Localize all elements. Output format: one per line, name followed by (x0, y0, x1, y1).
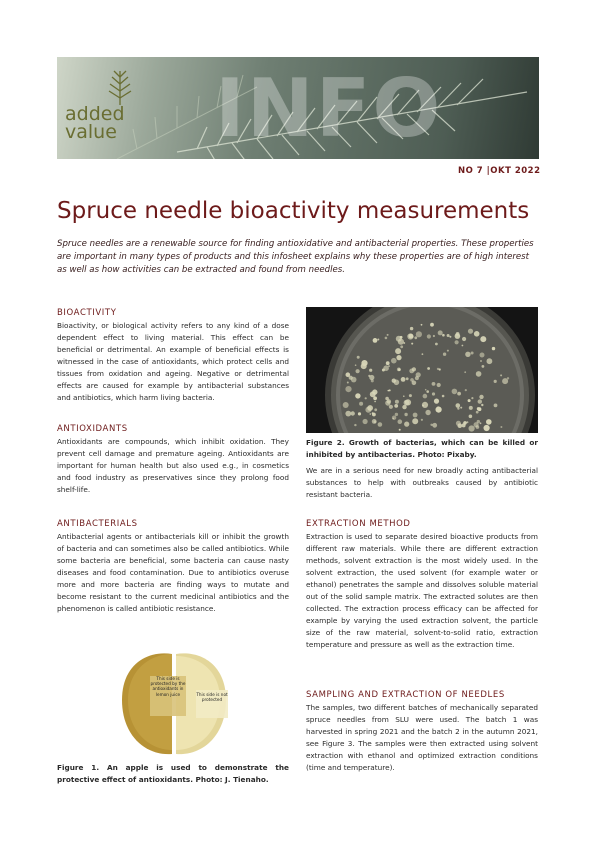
page-title: Spruce needle bioactivity measurements (57, 198, 530, 224)
figure1-caption: Figure 1. An apple is used to demonstrate the protective effect of antioxidants. Photo: J. Tienaho. (57, 763, 289, 784)
antibacterials-body: Antibacterial agents or antibacterials kill or inhibit the growth of bacteria and can sometimes also be called antibiotics. While some bacteria are beneficial, some bacteria can cause nasty diseases and food contamination. Due to antibiotics overuse more and more bacteria are finding ways to mutate and become resistant to the current medicinal antibiotics and the phenomenon is called antibiotic resistance. (57, 532, 289, 613)
antioxidants-heading: ANTIOXIDANTS (57, 424, 128, 434)
banner-word: INFO (215, 62, 443, 155)
figure1-caption-box (57, 762, 289, 786)
sampling-heading: SAMPLING AND EXTRACTION OF NEEDLES (306, 690, 505, 700)
petri-dish-image (306, 307, 538, 433)
antioxidants-body: Antioxidants are compounds, which inhibit oxidation. They prevent cell damage and premature ageing. Antioxidants are important for human health but also used e.g., in cosmetics and food industry as preservatives since they prolong food shelf-life. (57, 437, 289, 494)
logo-line1: added (65, 103, 125, 125)
apple-image (118, 650, 230, 757)
bioactivity-body: Bioactivity, or biological activity refers to any kind of a dose dependent effect to living material. This effect can be beneficial or detrimental. An example of beneficial effects is witnessed in the case of antioxidants, which protect cells and tissues from oxidation and ageing. Negative or detrimental effects are caused for example by antibacterial substances and antibiotics, which harm living bacteria. (57, 321, 289, 402)
figure2-caption: Figure 2. Growth of bacterias, which can be killed or inhibited by antibacterias. Photo: Pixaby. (306, 438, 538, 459)
extraction-body: Extraction is used to separate desired bioactive products from different raw materials. While there are different extraction methods, solvent extraction is the most widely used. In the solvent extraction, the used solvent (for example water or ethanol) penetrates the sample and dissolves soluble material out of the solid sample matrix. The extracted solutes are then collected. The extraction process efficacy can be affected for example by varying the used extraction solvent, the particle size of the raw material, solvent-to-solid ratio, extraction temperature and pressure as well as the extraction time. (306, 532, 538, 649)
apple-label-left: This side is protected by the antioxidants in lemon juice (150, 676, 186, 697)
sampling-body: The samples, two different batches of mechanically separated spruce needles from SLU were used. The batch 1 was harvested in spring 2021 and the batch 2 in the autumn 2021, see Figure 3. The samples were then extracted using solvent extraction with ethanol and optimized extraction conditions (time and temperature). (306, 703, 538, 772)
figure2-caption-box (306, 437, 538, 461)
logo (65, 105, 125, 141)
issue-number: NO 7 |OKT 2022 (458, 166, 541, 176)
antibacterials-heading: ANTIBACTERIALS (57, 519, 138, 529)
apple-figure (118, 650, 230, 757)
intro-paragraph: Spruce needles are a renewable source for finding antioxidative and antibacterial properties. These properties are important in many types of products and this infosheet explains why these properties are of high interest as well as how activities can be extracted and found from needles. (57, 239, 534, 275)
need-body: We are in a serious need for new broadly acting antibacterial substances to help with outbreaks caused by antibiotic resistant bacteria. (306, 466, 538, 499)
extraction-heading: EXTRACTION METHOD (306, 519, 411, 529)
apple-label-right: This side is not protected (196, 692, 228, 703)
section-extraction (306, 519, 538, 651)
section-bioactivity (57, 308, 289, 404)
bacteria-photo (306, 307, 538, 433)
logo-line2: value (65, 121, 117, 143)
section-sampling (306, 690, 538, 774)
header-banner (57, 57, 539, 159)
section-antibacterials (57, 519, 289, 615)
section-antioxidants (57, 424, 289, 496)
logo-spruce-icon (109, 71, 131, 105)
bioactivity-heading: BIOACTIVITY (57, 308, 117, 318)
need-paragraph (306, 465, 538, 501)
